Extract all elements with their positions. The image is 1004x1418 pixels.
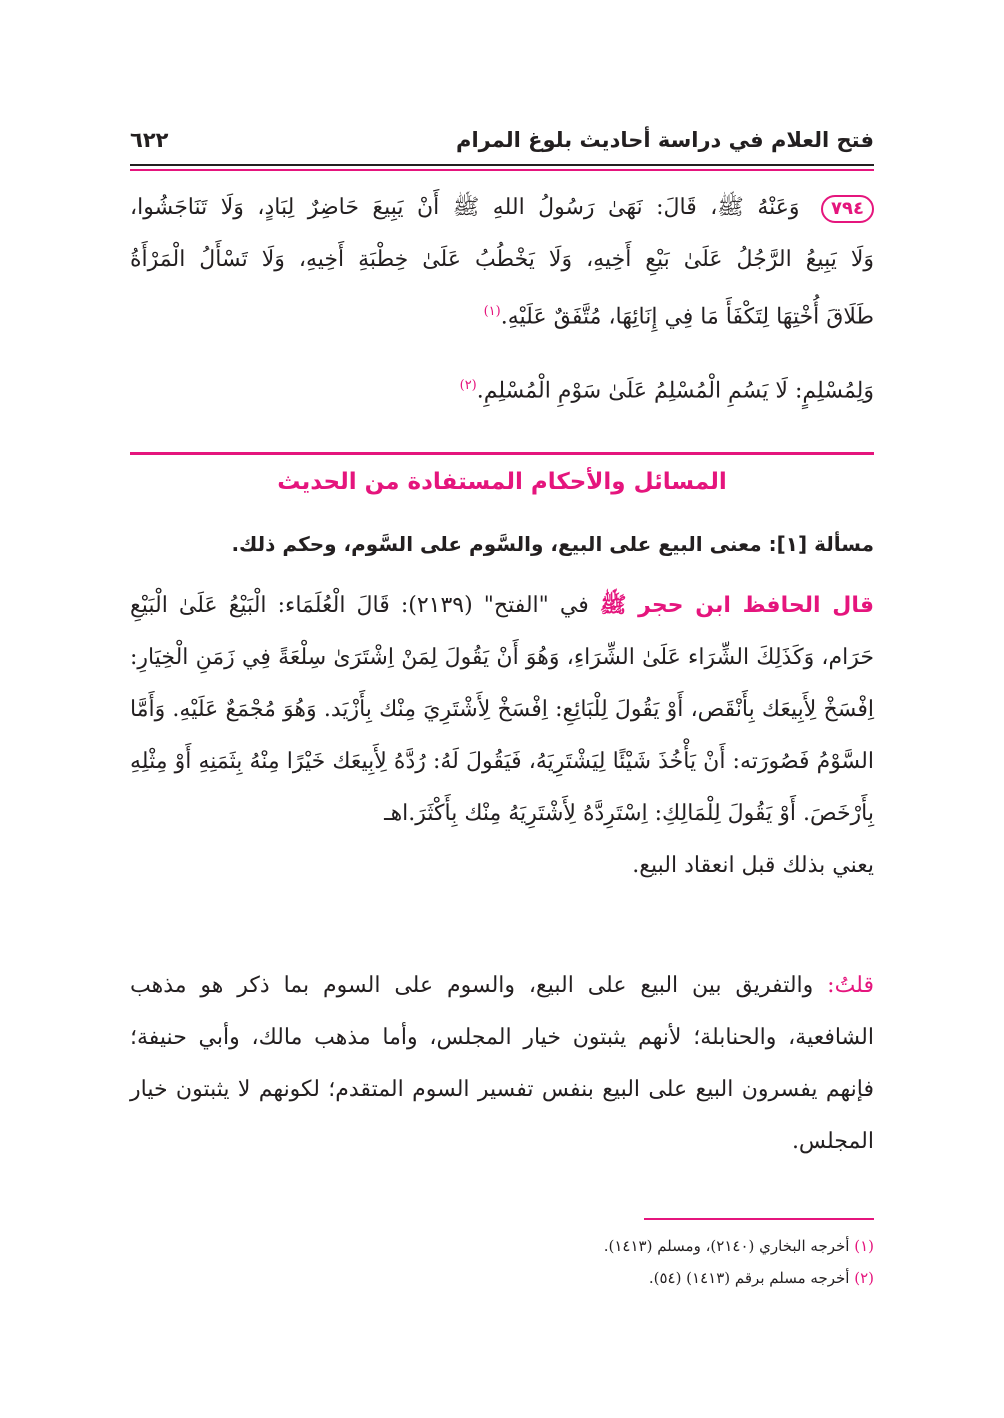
footnote-ref-1[interactable]: (١) bbox=[483, 304, 501, 319]
muslim-narration-text: وَلِمُسْلِمٍ: لَا يَسُمِ الْمُسْلِمُ عَلَىٰ سَوْمِ الْمُسْلِمِ. bbox=[476, 378, 874, 404]
quote-speaker: قال الحافظ ابن حجر ﷺ bbox=[599, 593, 874, 618]
footnote-number: (٢) bbox=[854, 1269, 874, 1287]
comment-label: قلتُ: bbox=[827, 973, 874, 998]
footnote-number: (١) bbox=[854, 1237, 874, 1255]
section-title: المسائل والأحكام المستفادة من الحديث bbox=[277, 469, 727, 495]
muslim-narration bbox=[130, 360, 874, 417]
book-title: فتح العلام في دراسة أحاديث بلوغ المرام bbox=[456, 128, 874, 152]
hadith-text bbox=[130, 182, 874, 343]
ibn-hajar-quote bbox=[130, 580, 874, 892]
hadith-line-1 bbox=[130, 182, 874, 234]
footnotes bbox=[130, 1230, 874, 1294]
quote-text: في "الفتح" (٢١٣٩): قَالَ الْعُلَمَاء: الْبَيْعُ عَلَىٰ الْبَيْعِ حَرَام، وَكَذَلِكَ الشِّرَاء عَلَىٰ الشِّرَاءِ، وَهُوَ أَنْ يَقُولَ لِمَنْ اِشْتَرَىٰ سِلْعَةً فِي زَمَنِ الْخِيَارِ: اِفْسَخْ لِأَبِيعَك بِأَنْقَص، أَوْ يَقُولَ لِلْبَائِعِ: اِفْسَخْ لِأَشْتَرِيَ مِنْك بِأَزْيَد. وَهُوَ مُجْمَعٌ عَلَيْهِ. وَأَمَّا السَّوْمُ فَصُورَته: أَنْ يَأْخُذَ شَيْئًا لِيَشْتَرِيَهُ، فَيَقُولَ لَهُ: رُدَّهُ لِأَبِيعَك خَيْرًا مِنْهُ بِثَمَنِهِ أَوْ مِثْلِهِ بِأَرْخَصَ. أَوْ يَقُولَ لِلْمَالِكِ: اِسْتَرِدَّهُ لِأَشْتَرِيَهُ مِنْك بِأَكْثَرَ.اهـ bbox=[130, 593, 874, 826]
footnote-text: أخرجه مسلم برقم (١٤١٣) (٥٤). bbox=[648, 1269, 855, 1287]
header-rule-dark bbox=[130, 164, 874, 166]
footnote-item bbox=[130, 1230, 874, 1262]
hadith-number-badge: ٧٩٤ bbox=[821, 195, 874, 223]
hadith-line-3-text: طَلَاقَ أُخْتِهَا لِتَكْفَأَ مَا فِي إِنَائِهَا، مُتَّفَقٌ عَلَيْهِ. bbox=[500, 304, 874, 330]
page-number: ٦٢٢ bbox=[130, 128, 169, 152]
hadith-line-1-text: وَعَنْهُ ﷺ، قَالَ: نَهَىٰ رَسُولُ اللهِ ﷺ أَنْ يَبِيعَ حَاضِرٌ لِبَادٍ، وَلَا تَنَاجَشُوا، bbox=[130, 195, 800, 220]
footnote-item bbox=[130, 1262, 874, 1294]
header-rule-pink bbox=[130, 169, 874, 171]
footnote-ref-2[interactable]: (٢) bbox=[459, 378, 477, 393]
comment-text: والتفريق بين البيع على البيع، والسوم على السوم بما ذكر هو مذهب الشافعية، والحنابلة؛ لأنهم يثبتون خيار المجلس، وأما مذهب مالك، وأبي حنيفة؛ فإنهم يفسرون البيع على البيع بنفس تفسير السوم المتقدم؛ لكونهم لا يثبتون خيار المجلس. bbox=[130, 973, 874, 1154]
hadith-line-3 bbox=[130, 286, 874, 343]
issue-heading: مسألة [١]: معنى البيع على البيع، والسَّوم على السَّوم، وحكم ذلك. bbox=[231, 532, 874, 556]
footnote-text: أخرجه البخاري (٢١٤٠)، ومسلم (١٤١٣). bbox=[603, 1237, 855, 1255]
author-comment bbox=[130, 960, 874, 1168]
hadith-line-2: وَلَا يَبِيعُ الرَّجُلُ عَلَىٰ بَيْعِ أَخِيهِ، وَلَا يَخْطُبُ عَلَىٰ خِطْبَةِ أَخِيهِ، وَلَا تَسْأَلُ الْمَرْأَةُ bbox=[130, 247, 874, 272]
section-divider bbox=[130, 452, 874, 455]
quote-note: يعني بذلك قبل انعقاد البيع. bbox=[632, 853, 874, 878]
page-header bbox=[130, 120, 874, 160]
footnote-rule bbox=[644, 1218, 874, 1220]
